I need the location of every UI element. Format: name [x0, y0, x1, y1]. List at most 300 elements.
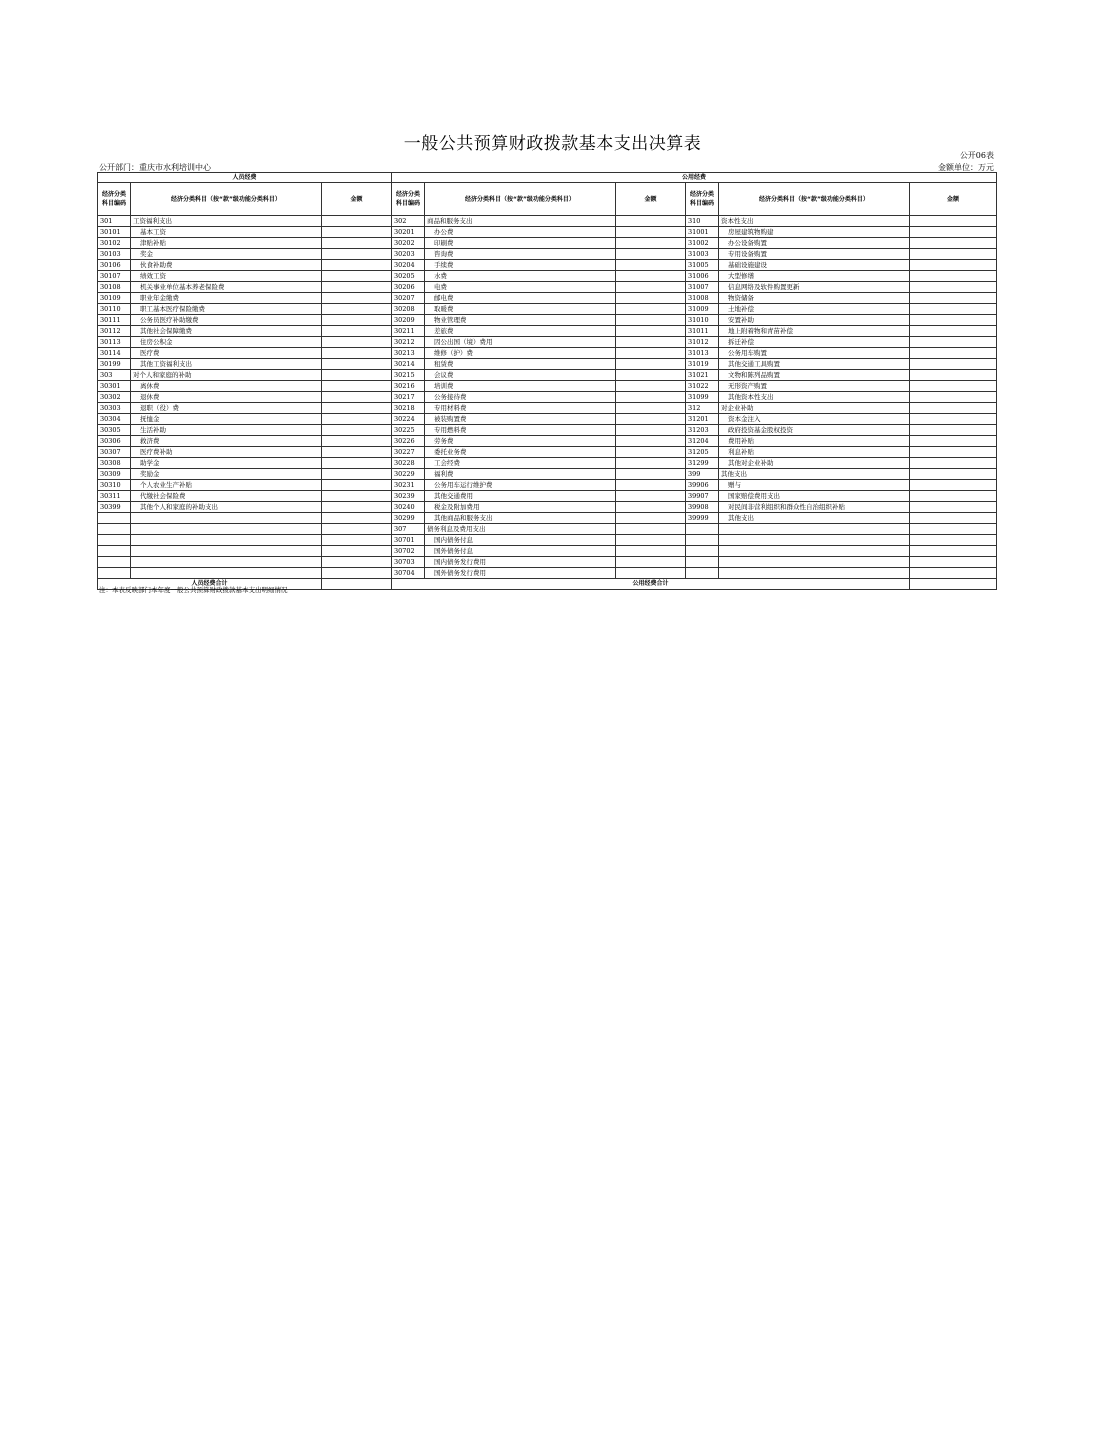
item-code: 30110 [98, 304, 131, 315]
item-code: 31299 [686, 458, 719, 469]
item-code: 31005 [686, 260, 719, 271]
item-name: 电费 [425, 282, 616, 293]
item-name: 印刷费 [425, 238, 616, 249]
item-amount [910, 348, 997, 359]
item-name: 奖励金 [131, 469, 322, 480]
item-amount [910, 491, 997, 502]
column-header-row [98, 183, 997, 216]
item-code: 31006 [686, 271, 719, 282]
table-row [98, 480, 997, 491]
item-amount [616, 392, 686, 403]
item-code: 30103 [98, 249, 131, 260]
item-amount [322, 414, 392, 425]
item-code: 30206 [392, 282, 425, 293]
item-code: 399 [686, 469, 719, 480]
item-code: 30229 [392, 469, 425, 480]
item-code: 30701 [392, 535, 425, 546]
item-name: 费用补贴 [719, 436, 910, 447]
col-amount-header: 金额 [322, 183, 392, 216]
col-amount-header: 金额 [616, 183, 686, 216]
item-name: 国内债务付息 [425, 535, 616, 546]
item-amount [910, 315, 997, 326]
item-name: 助学金 [131, 458, 322, 469]
public-total-label: 公用经费合计 [392, 579, 910, 590]
item-code: 30299 [392, 513, 425, 524]
item-code: 30702 [392, 546, 425, 557]
item-name: 办公费 [425, 227, 616, 238]
item-name: 职业年金缴费 [131, 293, 322, 304]
item-code: 30231 [392, 480, 425, 491]
item-amount [322, 403, 392, 414]
item-amount [910, 403, 997, 414]
item-amount [616, 359, 686, 370]
item-amount [322, 216, 392, 227]
item-name: 拆迁补偿 [719, 337, 910, 348]
item-code: 30301 [98, 381, 131, 392]
item-amount [910, 260, 997, 271]
item-amount [910, 414, 997, 425]
item-amount [616, 271, 686, 282]
item-name: 国家赔偿费用支出 [719, 491, 910, 502]
item-name: 退职（役）费 [131, 403, 322, 414]
table-row [98, 524, 997, 535]
table-row [98, 414, 997, 425]
item-code: 30106 [98, 260, 131, 271]
item-code: 30217 [392, 392, 425, 403]
item-code: 30114 [98, 348, 131, 359]
col-code-header: 经济分类科目编码 [686, 183, 719, 216]
item-code: 30101 [98, 227, 131, 238]
item-code: 31008 [686, 293, 719, 304]
col-code-header: 经济分类科目编码 [98, 183, 131, 216]
item-name [131, 557, 322, 568]
item-amount [616, 216, 686, 227]
item-code [686, 524, 719, 535]
item-amount [322, 535, 392, 546]
item-code [98, 513, 131, 524]
item-code [98, 546, 131, 557]
item-code: 310 [686, 216, 719, 227]
item-name: 离休费 [131, 381, 322, 392]
item-code: 31021 [686, 370, 719, 381]
item-code: 30102 [98, 238, 131, 249]
item-amount [322, 491, 392, 502]
item-amount [910, 546, 997, 557]
item-name: 租赁费 [425, 359, 616, 370]
item-amount [910, 326, 997, 337]
item-amount [910, 480, 997, 491]
item-name [719, 535, 910, 546]
item-amount [910, 359, 997, 370]
table-row [98, 260, 997, 271]
table-row [98, 458, 997, 469]
table-row [98, 293, 997, 304]
item-code: 39906 [686, 480, 719, 491]
item-code: 30202 [392, 238, 425, 249]
table-row [98, 535, 997, 546]
item-code: 30211 [392, 326, 425, 337]
item-code: 30703 [392, 557, 425, 568]
item-amount [616, 502, 686, 513]
item-code [686, 546, 719, 557]
item-amount [322, 370, 392, 381]
item-name: 津贴补贴 [131, 238, 322, 249]
amount-unit-label: 金额单位：万元 [938, 163, 994, 172]
item-name: 对企业补助 [719, 403, 910, 414]
item-amount [616, 469, 686, 480]
table-row [98, 469, 997, 480]
item-code: 31003 [686, 249, 719, 260]
department-label: 公开部门：重庆市水利培训中心 [99, 163, 211, 172]
item-code [686, 557, 719, 568]
item-name: 住房公积金 [131, 337, 322, 348]
item-name: 商品和服务支出 [425, 216, 616, 227]
table-row [98, 304, 997, 315]
table-row [98, 425, 997, 436]
item-amount [322, 315, 392, 326]
item-amount [322, 282, 392, 293]
table-row [98, 502, 997, 513]
item-amount [322, 502, 392, 513]
table-row [98, 359, 997, 370]
item-amount [616, 436, 686, 447]
item-name: 利息补贴 [719, 447, 910, 458]
col-name-header: 经济分类科目（按“款”级功能分类科目） [131, 183, 322, 216]
item-code: 39908 [686, 502, 719, 513]
item-code: 30215 [392, 370, 425, 381]
item-name: 劳务费 [425, 436, 616, 447]
item-code: 30214 [392, 359, 425, 370]
col-code-header: 经济分类科目编码 [392, 183, 425, 216]
item-code: 30109 [98, 293, 131, 304]
item-name: 咨询费 [425, 249, 616, 260]
item-name: 伙食补助费 [131, 260, 322, 271]
item-code: 303 [98, 370, 131, 381]
item-amount [616, 513, 686, 524]
public-total-amount [910, 579, 997, 590]
item-code: 30305 [98, 425, 131, 436]
item-code: 30212 [392, 337, 425, 348]
item-name: 基础设施建设 [719, 260, 910, 271]
item-code: 30306 [98, 436, 131, 447]
item-amount [322, 469, 392, 480]
item-code: 30228 [392, 458, 425, 469]
item-code: 30704 [392, 568, 425, 579]
item-amount [322, 260, 392, 271]
item-code: 31010 [686, 315, 719, 326]
table-row [98, 216, 997, 227]
item-code: 30240 [392, 502, 425, 513]
item-name: 国外债务发行费用 [425, 568, 616, 579]
item-name: 专用设备购置 [719, 249, 910, 260]
item-name: 其他交通费用 [425, 491, 616, 502]
item-name [131, 535, 322, 546]
item-name: 绩效工资 [131, 271, 322, 282]
item-amount [616, 260, 686, 271]
item-code: 31201 [686, 414, 719, 425]
item-name: 资本金注入 [719, 414, 910, 425]
item-name: 安置补助 [719, 315, 910, 326]
item-amount [910, 293, 997, 304]
item-code: 30205 [392, 271, 425, 282]
item-amount [322, 337, 392, 348]
item-amount [910, 337, 997, 348]
item-name: 职工基本医疗保险缴费 [131, 304, 322, 315]
item-code: 30207 [392, 293, 425, 304]
item-name: 医疗费补助 [131, 447, 322, 458]
item-name: 税金及附加费用 [425, 502, 616, 513]
item-code: 30203 [392, 249, 425, 260]
item-amount [910, 469, 997, 480]
item-name: 生活补助 [131, 425, 322, 436]
item-code: 31011 [686, 326, 719, 337]
item-amount [910, 238, 997, 249]
item-code: 30113 [98, 337, 131, 348]
item-code: 30225 [392, 425, 425, 436]
item-name: 基本工资 [131, 227, 322, 238]
item-code: 31019 [686, 359, 719, 370]
item-code [98, 535, 131, 546]
item-name [719, 568, 910, 579]
item-code: 301 [98, 216, 131, 227]
item-name: 其他个人和家庭的补助支出 [131, 502, 322, 513]
item-name: 奖金 [131, 249, 322, 260]
group-public: 公用经费 [392, 173, 997, 183]
item-code: 30213 [392, 348, 425, 359]
table-row [98, 491, 997, 502]
item-amount [910, 557, 997, 568]
item-code: 30226 [392, 436, 425, 447]
item-amount [322, 293, 392, 304]
item-amount [322, 436, 392, 447]
item-name: 公务用车运行维护费 [425, 480, 616, 491]
item-amount [616, 557, 686, 568]
table-body [98, 216, 997, 579]
item-amount [322, 425, 392, 436]
personnel-total-amount [322, 579, 392, 590]
item-amount [910, 458, 997, 469]
item-code: 30303 [98, 403, 131, 414]
item-name: 房屋建筑物购建 [719, 227, 910, 238]
item-name: 会议费 [425, 370, 616, 381]
item-amount [322, 458, 392, 469]
item-code [686, 568, 719, 579]
item-code: 31022 [686, 381, 719, 392]
item-code: 31001 [686, 227, 719, 238]
item-code: 31204 [686, 436, 719, 447]
item-amount [616, 238, 686, 249]
footnote: 注：本表反映部门本年度一般公共预算财政拨款基本支出明细情况 [99, 586, 288, 594]
item-code: 31009 [686, 304, 719, 315]
item-name: 福利费 [425, 469, 616, 480]
item-name: 邮电费 [425, 293, 616, 304]
item-amount [910, 502, 997, 513]
item-amount [616, 524, 686, 535]
item-name: 其他支出 [719, 469, 910, 480]
table-row [98, 392, 997, 403]
item-name [131, 568, 322, 579]
item-amount [910, 535, 997, 546]
item-name [719, 546, 910, 557]
item-name: 土地补偿 [719, 304, 910, 315]
item-amount [616, 282, 686, 293]
item-name: 物业管理费 [425, 315, 616, 326]
item-name: 赠与 [719, 480, 910, 491]
item-code: 30108 [98, 282, 131, 293]
item-name: 委托业务费 [425, 447, 616, 458]
item-amount [616, 381, 686, 392]
personnel-total-label: 人员经费合计 [98, 579, 322, 590]
item-name: 维修（护）费 [425, 348, 616, 359]
item-amount [910, 304, 997, 315]
item-name [131, 546, 322, 557]
item-amount [910, 568, 997, 579]
report-title: 一般公共预算财政拨款基本支出决算表 [403, 134, 702, 154]
item-code: 30224 [392, 414, 425, 425]
item-code: 30304 [98, 414, 131, 425]
item-code [98, 557, 131, 568]
item-amount [322, 381, 392, 392]
item-name: 公务员医疗补助缴费 [131, 315, 322, 326]
item-code: 30399 [98, 502, 131, 513]
item-name [719, 524, 910, 535]
item-code: 31013 [686, 348, 719, 359]
item-amount [616, 480, 686, 491]
item-code: 31203 [686, 425, 719, 436]
item-name: 办公设备购置 [719, 238, 910, 249]
item-amount [616, 568, 686, 579]
item-name: 其他社会保障缴费 [131, 326, 322, 337]
item-amount [616, 425, 686, 436]
table-row [98, 348, 997, 359]
item-code: 30218 [392, 403, 425, 414]
item-amount [322, 326, 392, 337]
item-amount [322, 480, 392, 491]
item-name: 文物和陈列品购置 [719, 370, 910, 381]
item-amount [910, 392, 997, 403]
item-amount [910, 524, 997, 535]
item-name: 退休费 [131, 392, 322, 403]
item-code: 30216 [392, 381, 425, 392]
item-code: 31002 [686, 238, 719, 249]
item-amount [616, 326, 686, 337]
col-name-header: 经济分类科目（按“款”级功能分类科目） [719, 183, 910, 216]
form-number: 公开06表 [959, 151, 994, 160]
table-row [98, 238, 997, 249]
item-name: 被装购置费 [425, 414, 616, 425]
item-code: 30201 [392, 227, 425, 238]
item-code: 30310 [98, 480, 131, 491]
item-amount [322, 238, 392, 249]
table-row [98, 227, 997, 238]
item-amount [616, 414, 686, 425]
item-name [131, 513, 322, 524]
item-name: 专用燃料费 [425, 425, 616, 436]
item-name: 医疗费 [131, 348, 322, 359]
item-name: 公务用车购置 [719, 348, 910, 359]
table-row [98, 568, 997, 579]
item-name: 对个人和家庭的补助 [131, 370, 322, 381]
item-amount [616, 370, 686, 381]
item-amount [322, 392, 392, 403]
item-name: 其他商品和服务支出 [425, 513, 616, 524]
item-amount [616, 458, 686, 469]
item-code: 30204 [392, 260, 425, 271]
item-amount [616, 315, 686, 326]
item-amount [616, 227, 686, 238]
item-code: 30111 [98, 315, 131, 326]
table-row [98, 546, 997, 557]
item-amount [322, 359, 392, 370]
table-row [98, 447, 997, 458]
item-code: 39999 [686, 513, 719, 524]
item-name [719, 557, 910, 568]
item-name: 大型修缮 [719, 271, 910, 282]
item-amount [910, 425, 997, 436]
item-name: 个人农业生产补贴 [131, 480, 322, 491]
item-amount [910, 447, 997, 458]
item-amount [910, 436, 997, 447]
item-code: 30311 [98, 491, 131, 502]
item-code: 30209 [392, 315, 425, 326]
item-name: 培训费 [425, 381, 616, 392]
item-code: 30307 [98, 447, 131, 458]
col-name-header: 经济分类科目（按“款”级功能分类科目） [425, 183, 616, 216]
item-name: 其他工资福利支出 [131, 359, 322, 370]
item-name: 信息网络及软件购置更新 [719, 282, 910, 293]
item-name: 资本性支出 [719, 216, 910, 227]
item-name: 对民间非营利组织和群众性自治组织补贴 [719, 502, 910, 513]
item-name: 代缴社会保险费 [131, 491, 322, 502]
item-amount [910, 370, 997, 381]
item-amount [322, 249, 392, 260]
item-amount [616, 535, 686, 546]
item-name: 无形资产购置 [719, 381, 910, 392]
item-name: 地上附着物和青苗补偿 [719, 326, 910, 337]
item-name: 手续费 [425, 260, 616, 271]
item-name: 机关事业单位基本养老保险费 [131, 282, 322, 293]
item-code [686, 535, 719, 546]
item-code [98, 524, 131, 535]
item-amount [616, 403, 686, 414]
table-row [98, 513, 997, 524]
item-name: 因公出国（境）费用 [425, 337, 616, 348]
item-code: 30227 [392, 447, 425, 458]
expenditure-table [97, 172, 997, 590]
item-amount [910, 271, 997, 282]
item-amount [322, 513, 392, 524]
item-name: 救济费 [131, 436, 322, 447]
table-row [98, 282, 997, 293]
table-row [98, 370, 997, 381]
item-amount [910, 513, 997, 524]
item-amount [322, 271, 392, 282]
item-code [98, 568, 131, 579]
item-amount [616, 348, 686, 359]
item-amount [616, 491, 686, 502]
item-code: 30112 [98, 326, 131, 337]
item-code: 30309 [98, 469, 131, 480]
item-amount [910, 227, 997, 238]
item-amount [322, 524, 392, 535]
item-amount [616, 293, 686, 304]
item-name: 工资福利支出 [131, 216, 322, 227]
table-row [98, 271, 997, 282]
table-row [98, 337, 997, 348]
table-row [98, 403, 997, 414]
item-amount [322, 304, 392, 315]
group-personnel: 人员经费 [98, 173, 392, 183]
